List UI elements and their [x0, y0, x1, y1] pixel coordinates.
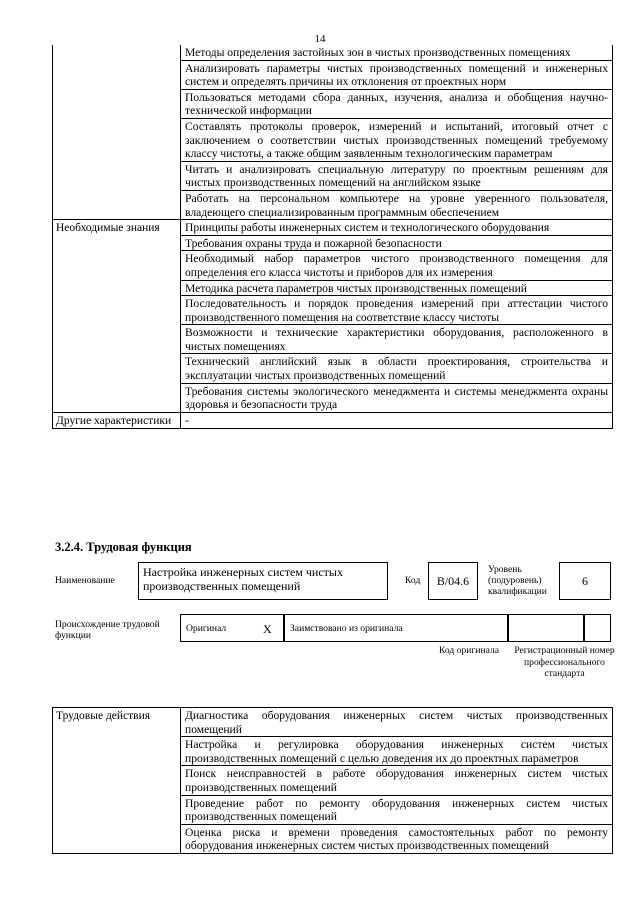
reg-number-caption: Регистрационный номер профессионального стандарта [514, 645, 615, 679]
action-item: Проведение работ по ремонту оборудования инженерных систем чистых производственных помещений [181, 795, 613, 824]
action-item: Оценка риска и времени проведения самостоятельных работ по ремонту оборудования инженерных систем чистых производственных помещений [181, 824, 613, 853]
action-row [53, 708, 613, 737]
knowledge-item: Технический английский язык в области проектирования, строительства и эксплуатации чистых производственных помещений [181, 354, 613, 383]
skills-row [53, 45, 613, 60]
reg-number-cell [584, 614, 611, 642]
action-item: Диагностика оборудования инженерных систем чистых производственных помещений [181, 708, 613, 737]
code-label: Код [405, 575, 421, 586]
skills-label-cell [53, 45, 181, 220]
knowledge-item: Возможности и технические характеристики оборудования, расположенного в чистых помещениях [181, 325, 613, 354]
borrowed-label: Заимствовано из оригинала [290, 623, 403, 634]
level-label: Уровень (подуровень) квалификации [488, 564, 547, 597]
skill-item: Работать на персональном компьютере на уровне уверенного пользователя, владеющего специализированным программным обеспечением [181, 190, 613, 219]
knowledge-item: Необходимый набор параметров чистого производственного помещения для определения его класса чистоты и приборов для их измерения [181, 251, 613, 280]
qualification-level-field: 6 [559, 562, 611, 600]
original-label: Оригинал [186, 623, 227, 634]
skill-item: Пользоваться методами сбора данных, изучения, анализа и обобщения научно-технической информации [181, 89, 613, 118]
knowledge-item: Последовательность и порядок проведения измерений при аттестации чистого производственного помещения на соответствие классу чистоты [181, 296, 613, 325]
original-cell [180, 614, 284, 642]
action-item: Настройка и регулировка оборудования инженерных систем чистых производственных помещений с целью доведения их до проектных параметров [181, 737, 613, 766]
knowledge-row [53, 220, 613, 236]
skill-item: Анализировать параметры чистых производственных помещений и инженерных систем и определять причины их отклонения от проектных норм [181, 60, 613, 89]
name-label: Наименование [55, 575, 115, 586]
function-code-field: В/04.6 [428, 562, 478, 600]
other-row [53, 412, 613, 428]
code-original-cell [508, 614, 584, 642]
action-item: Поиск неисправностей в работе оборудования инженерных систем чистых производственных помещений [181, 766, 613, 795]
page-number: 14 [314, 33, 326, 45]
knowledge-item: Принципы работы инженерных систем и технологического оборудования [181, 220, 613, 236]
labor-actions-table [52, 707, 613, 854]
knowledge-label: Необходимые знания [53, 220, 181, 413]
other-label: Другие характеристики [53, 412, 181, 428]
code-original-caption: Код оригинала [438, 645, 500, 656]
original-mark: X [263, 622, 272, 636]
knowledge-item: Требования системы экологического менеджмента и системы менеджмента охраны здоровья и безопасности труда [181, 383, 613, 412]
borrowed-cell [284, 614, 508, 642]
function-name-field: Настройка инженерных систем чистых производственных помещений [138, 562, 388, 600]
skill-item: Читать и анализировать специальную литературу по проектным решениям для чистых производственных помещений на английском языке [181, 161, 613, 190]
skill-item: Составлять протоколы проверок, измерений и испытаний, итоговый отчет с заключением о соответствии чистых производственных помещений требуемому классу чистоты, а также общим заявленным технологическим параметрам [181, 118, 613, 161]
origin-row [180, 614, 611, 642]
actions-label: Трудовые действия [53, 708, 181, 854]
knowledge-item: Требования охраны труда и пожарной безопасности [181, 235, 613, 251]
skill-item: Методы определения застойных зон в чистых производственных помещениях [181, 45, 613, 60]
other-value: - [181, 412, 613, 428]
skills-knowledge-table [52, 45, 613, 429]
section-title: 3.2.4. Трудовая функция [55, 540, 192, 554]
origin-label: Происхождение трудовой функции [55, 619, 160, 641]
knowledge-item: Методика расчета параметров чистых производственных помещений [181, 280, 613, 296]
